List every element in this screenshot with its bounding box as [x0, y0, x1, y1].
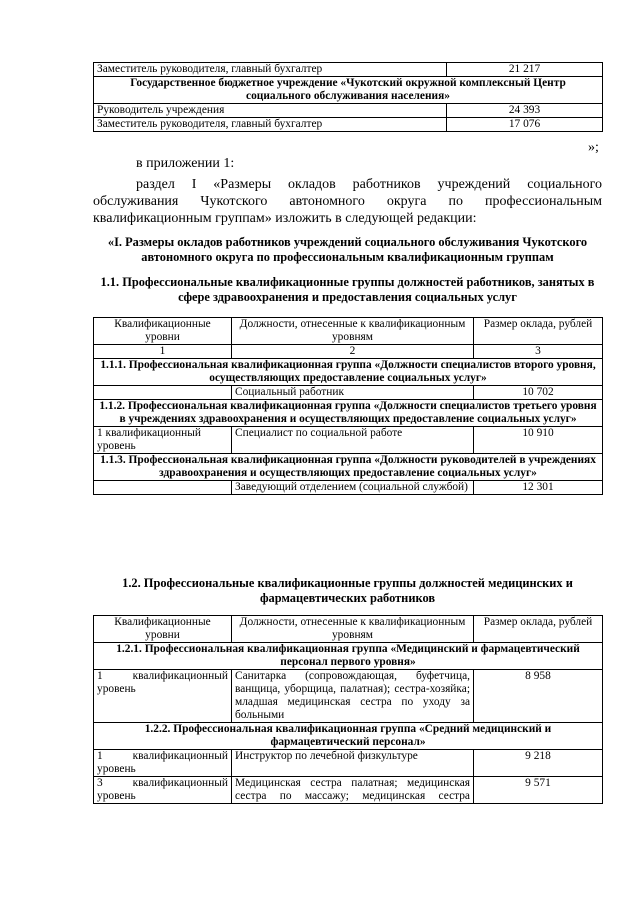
- group-title: 1.1.1. Профессиональная квалификационная группа «Должности специалистов второго уровня, осуществляющих предоставление социальных услуг»: [94, 359, 603, 386]
- group-row: [94, 454, 603, 481]
- position-cell: Медицинская сестра палатная; медицинская сестра по массажу; медицинская сестра: [232, 777, 474, 804]
- appendix-line: в приложении 1:: [136, 156, 235, 171]
- level-cell: 1 квалификационный уровень: [94, 427, 232, 454]
- table-1-2: [93, 615, 603, 804]
- section-line-1: раздел I «Размеры окладов работников учреждений социального: [136, 177, 602, 192]
- position-cell: Санитарка (сопровождающая, буфетчица, ванщица, уборщица, палатная); сестра-хозяйка; младшая медицинская сестра по уходу за больными: [232, 670, 474, 723]
- column-number: 2: [232, 345, 474, 359]
- salary-cell: 8 958: [474, 670, 603, 723]
- table-row: [94, 77, 603, 104]
- level-cell: [94, 386, 232, 400]
- institution-cell: Государственное бюджетное учреждение «Чукотский окружной комплексный Центр социального обслуживания населения»: [94, 77, 603, 104]
- group-row: [94, 359, 603, 386]
- position-cell: Социальный работник: [232, 386, 474, 400]
- group-title: 1.2.2. Профессиональная квалификационная группа «Средний медицинский и фармацевтический персонал»: [94, 723, 603, 750]
- group-title: 1.1.2. Профессиональная квалификационная группа «Должности специалистов третьего уровня в учреждениях здравоохранения и осуществляющих предоставление социальных услуг»: [94, 400, 603, 427]
- position-cell: Специалист по социальной работе: [232, 427, 474, 454]
- table-row: [94, 670, 603, 723]
- position-cell: Инструктор по лечебной физкультуре: [232, 750, 474, 777]
- closing-quote: »;: [588, 140, 599, 155]
- group-title: 1.2.1. Профессиональная квалификационная группа «Медицинский и фармацевтический персонал первого уровня»: [94, 643, 603, 670]
- header-positions: Должности, отнесенные к квалификационным уровням: [232, 616, 474, 643]
- level-cell: 3 квалификационный уровень: [94, 777, 232, 804]
- table-row: [94, 386, 603, 400]
- main-heading: «I. Размеры окладов работников учреждений социального обслуживания Чукотского автономного округа по профессиональным квалификационным группам: [107, 235, 588, 264]
- group-title: 1.1.3. Профессиональная квалификационная группа «Должности руководителей в учреждениях здравоохранения и осуществляющих предоставление социальных услуг»: [94, 454, 603, 481]
- table-row: [94, 481, 603, 495]
- section-line-3: квалификационным группам» изложить в следующей редакции:: [93, 211, 477, 226]
- table-row: [94, 104, 603, 118]
- table-header-row: [94, 318, 603, 345]
- salary-cell: 9 571: [474, 777, 603, 804]
- header-salary: Размер оклада, рублей: [474, 616, 603, 643]
- table-row: [94, 427, 603, 454]
- level-cell: 1 квалификационный уровень: [94, 750, 232, 777]
- column-number: 1: [94, 345, 232, 359]
- table-1-1: [93, 317, 603, 495]
- group-row: [94, 400, 603, 427]
- level-cell: 1 квалификационный уровень: [94, 670, 232, 723]
- heading-1-2: 1.2. Профессиональные квалификационные группы должностей медицинских и фармацевтических работников: [122, 576, 573, 605]
- table-row: [94, 118, 603, 132]
- table-row: [94, 63, 603, 77]
- level-cell: [94, 481, 232, 495]
- top-salary-table: [93, 62, 603, 132]
- salary-cell: 10 910: [474, 427, 603, 454]
- table-header-row: [94, 616, 603, 643]
- salary-cell: 24 393: [447, 104, 603, 118]
- salary-cell: 21 217: [447, 63, 603, 77]
- header-salary: Размер оклада, рублей: [474, 318, 603, 345]
- column-number: 3: [474, 345, 603, 359]
- salary-cell: 10 702: [474, 386, 603, 400]
- salary-cell: 9 218: [474, 750, 603, 777]
- header-levels: Квалификационные уровни: [94, 318, 232, 345]
- position-cell: Заместитель руководителя, главный бухгалтер: [94, 63, 447, 77]
- salary-cell: 12 301: [474, 481, 603, 495]
- table-row: [94, 750, 603, 777]
- position-cell: Заместитель руководителя, главный бухгалтер: [94, 118, 447, 132]
- salary-cell: 17 076: [447, 118, 603, 132]
- column-number-row: [94, 345, 603, 359]
- header-levels: Квалификационные уровни: [94, 616, 232, 643]
- section-line-2: обслуживания Чукотского автономного округа по профессиональным: [93, 194, 602, 209]
- group-row: [94, 643, 603, 670]
- position-cell: Заведующий отделением (социальной службой): [232, 481, 474, 495]
- heading-1-1: 1.1. Профессиональные квалификационные группы должностей работников, занятых в сфере здравоохранения и предоставления социальных услуг: [100, 275, 595, 304]
- table-row: [94, 777, 603, 804]
- group-row: [94, 723, 603, 750]
- position-cell: Руководитель учреждения: [94, 104, 447, 118]
- header-positions: Должности, отнесенные к квалификационным уровням: [232, 318, 474, 345]
